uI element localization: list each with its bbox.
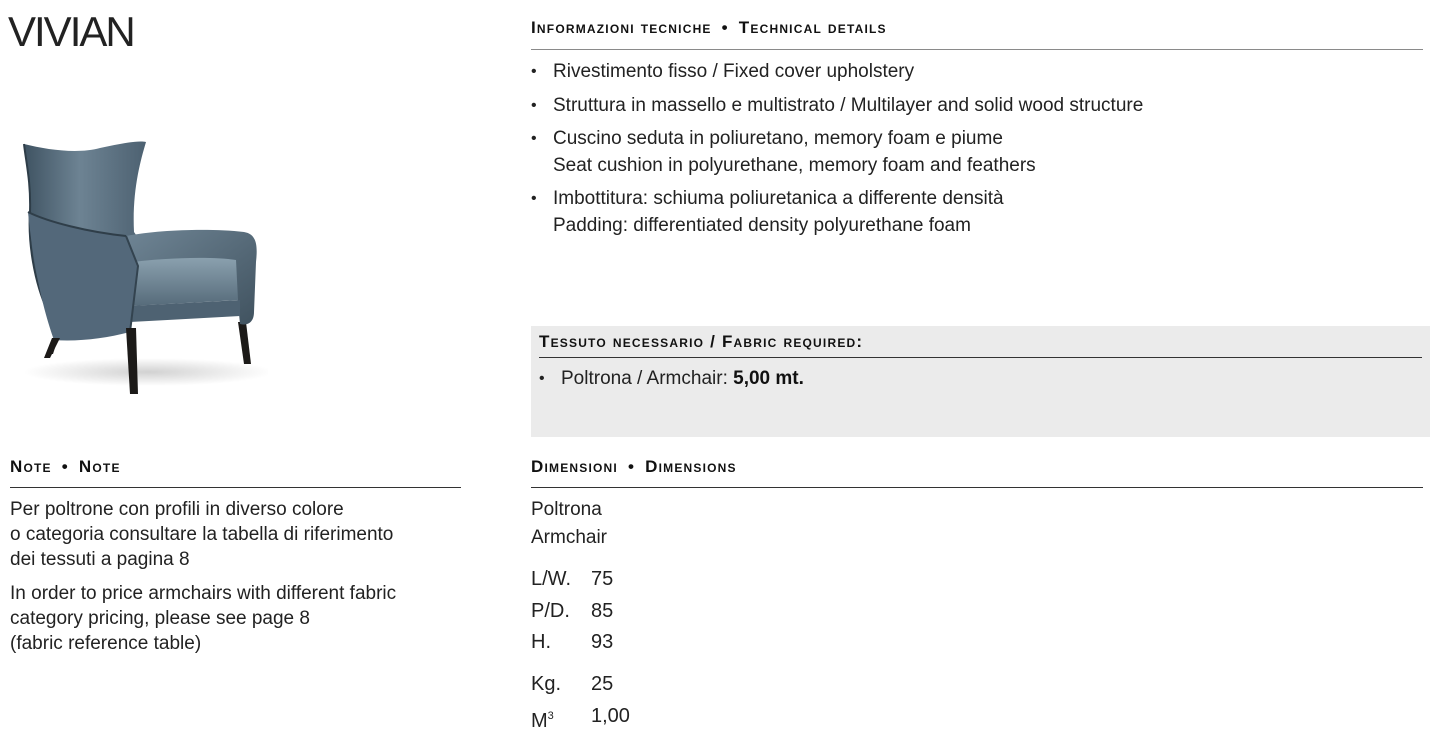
volume-unit: M [531, 709, 548, 732]
note-heading-en: Note [78, 457, 121, 476]
list-item-line: • Struttura in massello e multistrato / Multilayer and solid wood structure [553, 94, 1144, 116]
fabric-required-list [539, 366, 1419, 400]
dimension-label: P/D. [531, 599, 570, 622]
note-heading-it: Note [10, 457, 52, 476]
armchair-photo [8, 132, 268, 394]
list-item-line: Seat cushion in polyurethane, memory foam and feathers [553, 154, 1036, 176]
note-line: o categoria consultare la tabella di riferimento [10, 524, 394, 545]
dimension-row-height [531, 627, 613, 659]
fabric-item-value: 5,00 mt. [733, 368, 804, 389]
heading-separator: • [61, 457, 69, 476]
fabric-required-box [531, 326, 1430, 437]
list-item [531, 93, 1421, 120]
dimension-row-width [531, 564, 613, 596]
note-line: Per poltrone con profili in diverso colore [10, 499, 344, 520]
note-line: category pricing, please see page 8 [10, 608, 310, 629]
technical-details-heading [531, 18, 887, 38]
dimensions-rule [531, 487, 1423, 488]
dimension-label: H. [531, 631, 551, 653]
dimensions-type-it: Poltrona [531, 499, 602, 520]
dimensions-heading [531, 457, 737, 477]
dimension-label [531, 701, 591, 738]
fabric-item-label: Poltrona / Armchair: [561, 368, 728, 389]
list-item [531, 59, 1421, 86]
list-item-line: • Rivestimento fisso / Fixed cover upholstery [553, 61, 915, 82]
list-item-line: • Imbottitura: schiuma poliuretanica a differente densità [553, 188, 1004, 209]
dimension-label: L/W. [531, 568, 572, 590]
heading-separator: • [721, 18, 729, 37]
note-paragraph-en [10, 581, 465, 656]
note-line: In order to price armchairs with different fabric [10, 583, 397, 604]
note-paragraph-it [10, 497, 465, 572]
technical-details-rule [531, 49, 1423, 50]
dimensions-type [531, 496, 607, 551]
technical-heading-it: Informazioni tecniche [531, 18, 712, 37]
technical-heading-en: Technical details [738, 18, 887, 37]
list-item [531, 186, 1421, 239]
dimensions-heading-en: Dimensions [645, 457, 737, 476]
note-heading [10, 457, 121, 477]
dimension-value: 75 [591, 568, 614, 590]
fabric-required-rule [539, 357, 1422, 358]
dimension-row-volume [531, 701, 630, 738]
dimension-label: Kg. [531, 673, 562, 695]
note-line: (fabric reference table) [10, 633, 202, 654]
list-item-line: Padding: differentiated density polyurethane foam [553, 214, 971, 236]
volume-exponent: 3 [547, 709, 554, 722]
dimension-value: 85 [591, 599, 614, 622]
dimensions-weight-volume [531, 669, 630, 737]
note-rule [10, 487, 461, 488]
product-title: VIVIAN [8, 8, 134, 55]
dimensions-heading-it: Dimensioni [531, 457, 618, 476]
note-line: dei tessuti a pagina 8 [10, 549, 190, 570]
dimension-value: 25 [591, 673, 614, 695]
dimension-value: 93 [591, 631, 614, 653]
list-item-line: • Cuscino seduta in poliuretano, memory foam e piume [553, 128, 1003, 149]
dimension-row-depth [531, 596, 613, 628]
fabric-required-heading: Tessuto necessario / Fabric required: [539, 332, 864, 351]
list-item [539, 366, 1419, 393]
technical-details-list [531, 59, 1421, 246]
dimension-value: 1,00 [591, 704, 630, 727]
dimensions-sizes [531, 564, 613, 659]
dimensions-type-en: Armchair [531, 526, 608, 548]
heading-separator: • [627, 457, 636, 476]
dimension-row-weight [531, 669, 630, 701]
list-item [531, 126, 1421, 179]
